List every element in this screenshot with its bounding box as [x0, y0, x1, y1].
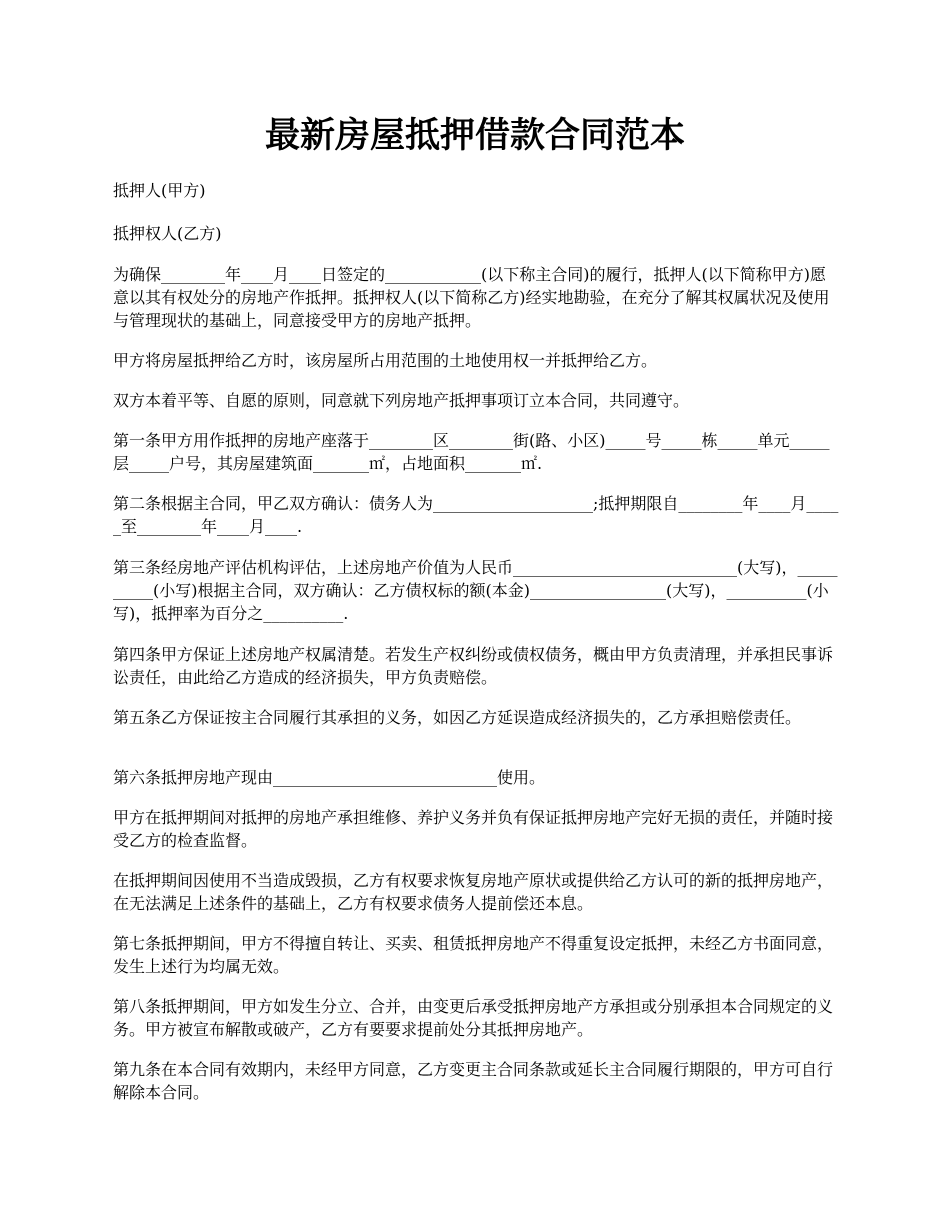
paragraph-article-2: 第二条根据主合同，甲乙双方确认：债务人为____________________;抵押期限自________年____月_____至________年____月____. — [113, 494, 839, 536]
paragraph-article-1: 第一条甲方用作抵押的房地产座落于________区________街(路、小区)_____号_____栋_____单元_____层_____户号，其房屋建筑面_______㎡，占地面积_______㎡. — [113, 431, 830, 473]
document-title: 最新房屋抵押借款合同范本 — [264, 115, 685, 156]
paragraph-preamble: 为确保________年____月____日签定的____________(以下称主合同)的履行，抵押人(以下简称甲方)愿意以其有权处分的房地产作抵押。抵押权人(以下简称乙方)经实地勘验，在充分了解其权属状况及使用与管理现状的基础上，同意接受甲方的房地产抵押。 — [113, 265, 830, 330]
paragraph-article-9: 第九条在本合同有效期内，未经甲方同意，乙方变更主合同条款或延长主合同履行期限的，甲方可自行解除本合同。 — [113, 1060, 834, 1102]
paragraph-article-8: 第八条抵押期间，甲方如发生分立、合并，由变更后承受抵押房地产方承担或分别承担本合同规定的义务。甲方被宣布解散或破产，乙方有要要求提前处分其抵押房地产。 — [113, 997, 834, 1039]
paragraph-article-7: 第七条抵押期间，甲方不得擅自转让、买卖、租赁抵押房地产不得重复设定抵押，未经乙方书面同意，发生上述行为均属无效。 — [113, 934, 834, 976]
paragraph-land-use: 甲方将房屋抵押给乙方时，该房屋所占用范围的土地使用权一并抵押给乙方。 — [113, 351, 658, 370]
paragraph-article-5: 第五条乙方保证按主合同履行其承担的义务，如因乙方延误造成经济损失的，乙方承担赔偿责任。 — [113, 708, 802, 727]
paragraph-principle: 双方本着平等、自愿的原则，同意就下列房地产抵押事项订立本合同，共同遵守。 — [113, 391, 690, 410]
paragraph-mortgagee: 抵押权人(乙方) — [113, 224, 222, 243]
paragraph-mortgagor: 抵押人(甲方) — [113, 181, 206, 200]
paragraph-article-3: 第三条经房地产评估机构评估，上述房地产价值为人民币____________________________(大写)，__________(小写)根据主合同，双方确认：乙方债权标的额(本金)_________________(大写)，__________(小写)，抵押率为百分之__________. — [113, 558, 838, 623]
paragraph-maintenance: 甲方在抵押期间对抵押的房地产承担维修、养护义务并负有保证抵押房地产完好无损的责任，并随时接受乙方的检查监督。 — [113, 808, 834, 850]
paragraph-article-6: 第六条抵押房地产现由____________________________使用。 — [113, 768, 546, 787]
paragraph-article-4: 第四条甲方保证上述房地产权属清楚。若发生产权纠纷或债权债务，概由甲方负责清理，并承担民事诉讼责任，由此给乙方造成的经济损失，甲方负责赔偿。 — [113, 645, 834, 687]
paragraph-damage: 在抵押期间因使用不当造成毁损，乙方有权要求恢复房地产原状或提供给乙方认可的新的抵押房地产，在无法满足上述条件的基础上，乙方有权要求债务人提前偿还本息。 — [113, 871, 834, 913]
